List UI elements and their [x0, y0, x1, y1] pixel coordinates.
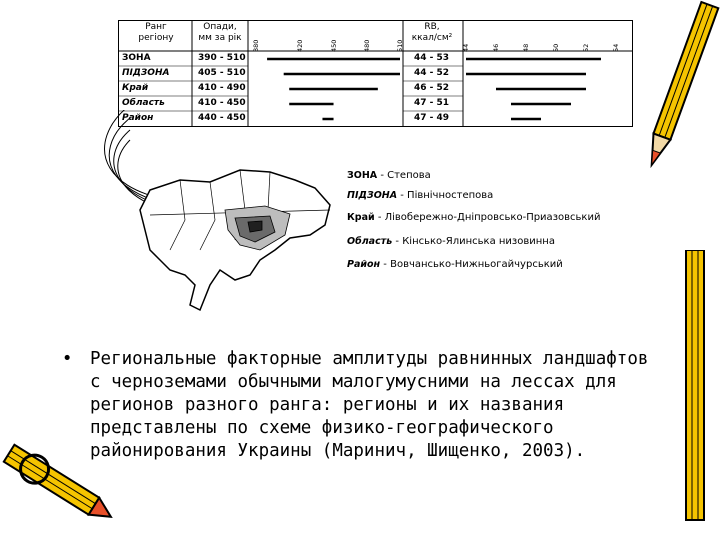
rb-tick: 54 — [612, 43, 620, 52]
precip-header: Опади, мм за рік — [198, 22, 242, 43]
row-precip: 405 - 510 — [198, 68, 246, 78]
row-rb: 46 - 52 — [414, 83, 450, 93]
rb-tick: 46 — [492, 43, 500, 52]
precip-tick: 510 — [396, 39, 404, 52]
legend-value: - Кінсько-Ялинська низовинна — [392, 236, 555, 247]
row-name: Край — [122, 83, 149, 93]
precip-tick: 380 — [252, 39, 260, 52]
row-rb: 44 - 52 — [414, 68, 450, 78]
row-name: Район — [122, 113, 154, 123]
row-name: Область — [122, 98, 165, 108]
precip-tick: 420 — [296, 39, 305, 52]
rank-header: Ранг регіону — [138, 22, 174, 43]
row-precip: 390 - 510 — [198, 53, 246, 63]
legend-item — [347, 259, 563, 270]
legend-value: - Вовчансько-Нижньогайчурський — [380, 259, 563, 270]
legend-value: - Північностепова — [397, 190, 494, 201]
rb-tick: 44 — [462, 43, 470, 52]
row-precip: 440 - 450 — [198, 113, 246, 123]
row-name: ЗОНА — [122, 53, 151, 63]
row-precip: 410 - 450 — [198, 98, 246, 108]
legend-item — [347, 236, 555, 247]
precip-tick: 480 — [362, 39, 371, 52]
rb-header: RB, ккал/см² — [411, 22, 453, 43]
row-precip: 410 - 490 — [198, 83, 246, 93]
rb-tick: 50 — [552, 43, 560, 52]
legend-item — [347, 170, 431, 181]
legend-item — [347, 190, 493, 201]
rb-tick: 52 — [582, 43, 590, 52]
row-rb: 47 - 51 — [414, 98, 450, 108]
rb-tick: 48 — [522, 43, 530, 52]
precip-tick: 450 — [329, 39, 338, 52]
row-name: ПІДЗОНА — [122, 68, 170, 78]
caption-text: Региональные факторные амплитуды равнинных ландшафтов с черноземами обычными малогумусними на лессах для регионов разного ранга: регионы и их названия представлены по схеме физико-географического районирования Украины (Маринич, Шищенко, 2003). — [90, 349, 649, 461]
caption — [62, 348, 662, 463]
legend-item — [347, 212, 600, 223]
row-rb: 44 - 53 — [414, 53, 450, 63]
legend-value: - Степова — [377, 170, 431, 181]
legend-value: - Лівобережно-Дніпровсько-Приазовський — [374, 212, 601, 223]
legend-key: Область — [347, 236, 393, 247]
ukraine-map — [90, 110, 350, 330]
legend-key: ПІДЗОНА — [347, 190, 398, 201]
legend-key: Район — [347, 259, 381, 270]
row-rb: 47 - 49 — [414, 113, 450, 123]
legend-key: Край — [347, 212, 375, 223]
bullet: • — [62, 349, 73, 369]
legend-key: ЗОНА — [347, 170, 378, 181]
